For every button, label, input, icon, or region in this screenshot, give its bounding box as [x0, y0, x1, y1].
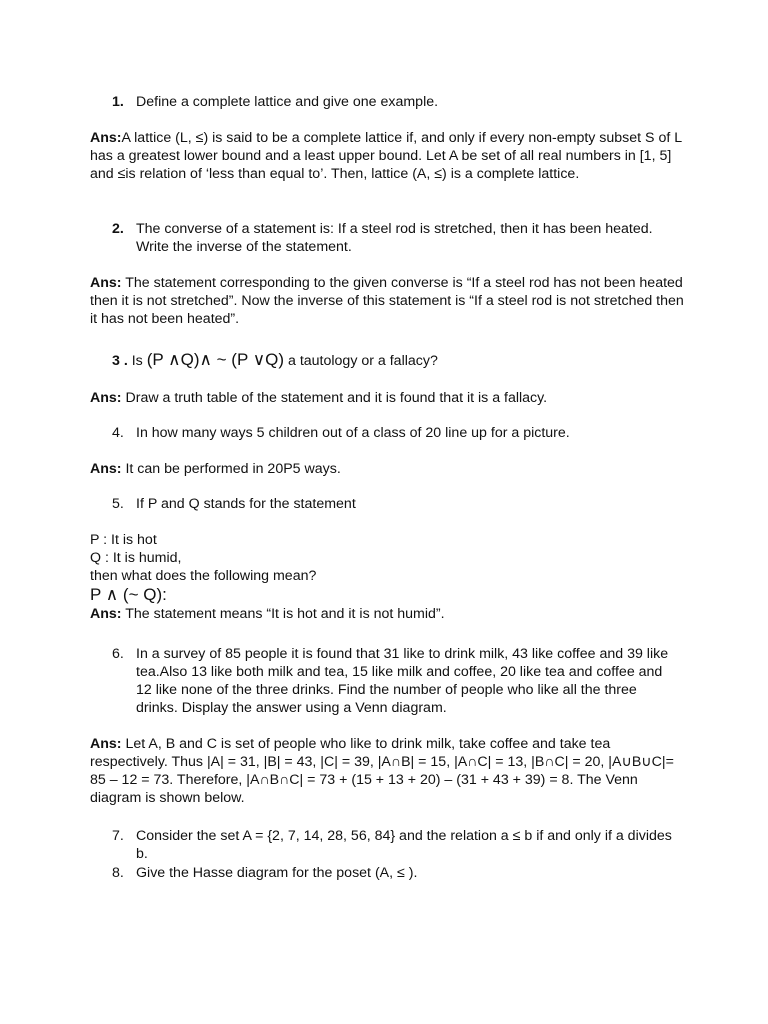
question-number: 5.: [112, 496, 124, 512]
statement-q: Q : It is humid,: [90, 550, 182, 566]
statement-definitions: [90, 531, 690, 623]
question-text: In how many ways 5 children out of a class of 20 line up for a picture.: [136, 425, 570, 441]
answer-4: [90, 460, 690, 478]
logic-expression: (P ∧Q)∧ ~ (P ∨Q): [146, 350, 285, 369]
question-number: 3 .: [112, 353, 128, 369]
answer-6: [90, 735, 690, 807]
answer-text: Let A, B and C is set of people who like to drink milk, take coffee and take tea respectively. Thus |A| = 31, |B| = 43, |C| = 39, |A∩B| = 15, |A∩C| = 13, |B∩C| = 20, |A∪B∪C|= 85 – 12 = 73. Therefore, |A∩B∩C| = 73 + (15 + 13 + 20) – (31 + 43 + 39) = 8. The Venn diagram is shown below.: [90, 736, 674, 806]
answer-text: The statement means “It is hot and it is not humid”.: [125, 606, 445, 622]
answer-text: Draw a truth table of the statement and it is found that it is a fallacy.: [125, 390, 548, 406]
answer-label: Ans:: [90, 461, 122, 477]
question-6: [112, 645, 682, 717]
answer-label: Ans:: [90, 736, 122, 752]
question-number: 7.: [112, 828, 124, 844]
question-prefix: Is: [131, 353, 143, 369]
question-number: 8.: [112, 865, 124, 881]
logic-expression: P ∧ (~ Q):: [90, 585, 167, 604]
answer-2: [90, 274, 690, 328]
question-number: 1.: [112, 94, 124, 110]
answer-text: The statement corresponding to the given converse is “If a steel rod has not been heated then it is not stretched”. Now the inverse of this statement is “If a steel rod is not stretched then it has not been heated”.: [90, 275, 684, 327]
question-2: [112, 220, 682, 256]
answer-text: It can be performed in 20P5 ways.: [125, 461, 341, 477]
question-text: In a survey of 85 people it is found that 31 like to drink milk, 43 like coffee and 39 like tea.Also 13 like both milk and tea, 15 like milk and coffee, 20 like tea and coffee and 12 like none of the three drinks. Find the number of people who like all the three drinks. Display the answer using a Venn diagram.: [136, 646, 669, 716]
question-prompt: then what does the following mean?: [90, 568, 317, 584]
answer-label: Ans:: [90, 275, 122, 291]
question-number: 6.: [112, 646, 124, 662]
question-number: 2.: [112, 221, 124, 237]
statement-p: P : It is hot: [90, 532, 157, 548]
answer-1: [90, 129, 690, 183]
question-text: Define a complete lattice and give one example.: [136, 94, 439, 110]
answer-3: [90, 389, 690, 407]
question-8: [112, 864, 682, 882]
answer-label: Ans:: [90, 606, 122, 622]
answer-text: A lattice (L, ≤) is said to be a complete lattice if, and only if every non-empty subset S of L has a greatest lower bound and a least upper bound. Let A be set of all real numbers in [1, 5] and ≤is relation of ‘less than equal to’. Then, lattice (A, ≤) is a complete lattice.: [90, 130, 682, 182]
question-text: Give the Hasse diagram for the poset (A, ≤ ).: [136, 865, 418, 881]
question-5: [112, 495, 682, 513]
question-7: [112, 827, 682, 863]
question-text: Consider the set A = {2, 7, 14, 28, 56, 84} and the relation a ≤ b if and only if a divides b.: [136, 828, 672, 862]
question-number: 4.: [112, 425, 124, 441]
question-3: [112, 351, 682, 370]
question-text: The converse of a statement is: If a steel rod is stretched, then it has been heated. Write the inverse of the statement.: [136, 221, 653, 255]
answer-label: Ans:: [90, 390, 122, 406]
question-text: If P and Q stands for the statement: [136, 496, 356, 512]
question-1: [112, 93, 682, 111]
question-suffix: a tautology or a fallacy?: [288, 353, 438, 369]
question-4: [112, 424, 682, 442]
answer-label: Ans:: [90, 130, 122, 146]
